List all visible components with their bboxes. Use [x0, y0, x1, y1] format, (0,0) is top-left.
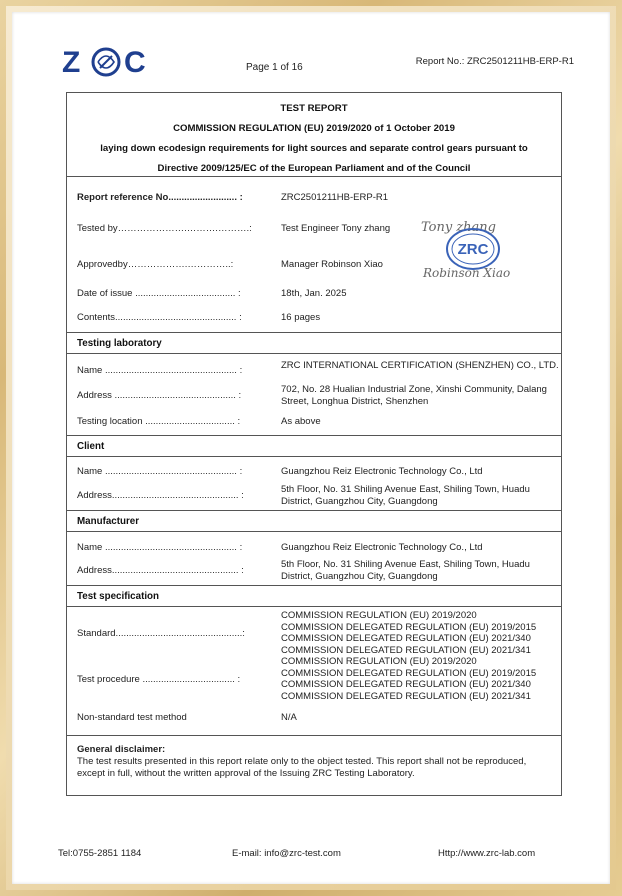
- section-client: Client: [67, 435, 561, 457]
- zrc-logo: [62, 42, 154, 82]
- approval-stamp-icon: [417, 213, 527, 283]
- client-name-label: Name .................................................. :: [77, 466, 243, 477]
- approved-by-label: Approvedby……………….…………..:: [77, 259, 234, 270]
- testing-location-label: Testing location .................................. :: [77, 416, 241, 427]
- client-address-label: Address................................................ :: [77, 490, 244, 501]
- svg-text:C: C: [124, 46, 146, 79]
- signature-tony: Tony zhang: [421, 220, 497, 235]
- procedure-line: COMMISSION DELEGATED REGULATION (EU) 2021/341: [281, 690, 531, 702]
- manufacturer-name-value: Guangzhou Reiz Electronic Technology Co., Ltd: [281, 542, 483, 553]
- report-number-header: Report No.: ZRC2501211HB-ERP-R1: [415, 56, 574, 67]
- report-ref-value: ZRC2501211HB-ERP-R1: [281, 192, 389, 203]
- lab-name-label: Name .................................................. :: [77, 365, 243, 376]
- test-procedure-values: [281, 656, 561, 702]
- nonstandard-label: Non-standard test method: [77, 712, 187, 723]
- standard-line: COMMISSION REGULATION (EU) 2019/2020: [281, 610, 477, 621]
- tested-by-label: Tested by………………….……….……….:: [77, 223, 252, 234]
- tested-by-value: Test Engineer Tony zhang: [281, 223, 391, 234]
- manufacturer-address-label: Address................................................ :: [77, 565, 244, 576]
- title-line-4: Directive 2009/125/EC of the European Parliament and of the Council: [157, 163, 471, 174]
- client-address-value: 5th Floor, No. 31 Shiling Avenue East, Shiling Town, Huadu District, Guangzhou City, Guangdong: [281, 484, 530, 507]
- procedure-line: COMMISSION DELEGATED REGULATION (EU) 2021/340: [281, 679, 531, 690]
- signature-robinson: Robinson Xiao: [423, 266, 511, 280]
- testing-location-value: As above: [281, 416, 321, 427]
- test-procedure-label: Test procedure ................................... :: [77, 674, 241, 685]
- approved-by-value: Manager Robinson Xiao: [281, 259, 383, 270]
- title-line-1: TEST REPORT: [280, 103, 348, 114]
- zrc-logo-icon: [62, 42, 154, 82]
- date-value: 18th, Jan. 2025: [281, 288, 347, 299]
- manufacturer-name-label: Name .................................................. :: [77, 542, 243, 553]
- disclaimer-text: The test results presented in this report relate only to the object tested. This report shall not be reproduced, except in full, without the written approval of the Issuing ZRC Testing Laboratory.: [77, 756, 527, 779]
- client-name-value: Guangzhou Reiz Electronic Technology Co., Ltd: [281, 466, 483, 477]
- title-line-3: laying down ecodesign requirements for light sources and separate control gears pursuant to: [100, 143, 528, 154]
- lab-name-value: ZRC INTERNATIONAL CERTIFICATION (SHENZHEN) CO., LTD.: [281, 360, 559, 371]
- stamp-text: ZRC: [457, 241, 489, 258]
- nonstandard-value: N/A: [281, 712, 297, 723]
- disclaimer-title: General disclaimer:: [77, 744, 166, 755]
- standard-line: COMMISSION DELEGATED REGULATION (EU) 2021/341: [281, 644, 531, 656]
- page-number: Page 1 of 16: [246, 62, 303, 73]
- contents-label: Contents.............................................. :: [77, 312, 242, 323]
- title-line-2: COMMISSION REGULATION (EU) 2019/2020 of 1 October 2019: [173, 123, 455, 134]
- date-label: Date of issue ...................................... :: [77, 288, 241, 299]
- report-ref-label: Report reference No.......................... :: [77, 192, 243, 203]
- general-disclaimer: [67, 735, 561, 788]
- svg-text:Z: Z: [62, 46, 83, 79]
- footer-website[interactable]: Http://www.zrc-lab.com: [438, 848, 536, 859]
- lab-address-label: Address .............................................. :: [77, 390, 242, 401]
- section-testing-lab: Testing laboratory: [67, 332, 561, 354]
- procedure-line: COMMISSION DELEGATED REGULATION (EU) 2019/2015: [281, 667, 537, 679]
- lab-address-value: 702, No. 28 Hualian Industrial Zone, Xinshi Community, Dalang Street, Longhua District, Shenzhen: [281, 384, 547, 407]
- section-test-spec: Test specification: [67, 585, 561, 607]
- standard-values: [281, 610, 561, 656]
- report-table: [66, 92, 562, 796]
- standard-label: Standard................................................:: [77, 628, 245, 639]
- standard-line: COMMISSION DELEGATED REGULATION (EU) 2019/2015: [281, 621, 537, 633]
- report-page: [12, 12, 610, 884]
- report-title-block: [67, 93, 561, 177]
- footer-tel: Tel:0755-2851 1184: [58, 848, 142, 859]
- contents-value: 16 pages: [281, 312, 321, 323]
- footer-email[interactable]: E-mail: info@zrc-test.com: [232, 848, 341, 859]
- standard-line: COMMISSION DELEGATED REGULATION (EU) 2021/340: [281, 633, 531, 644]
- procedure-line: COMMISSION REGULATION (EU) 2019/2020: [281, 656, 477, 667]
- section-manufacturer: Manufacturer: [67, 510, 561, 532]
- manufacturer-address-value: 5th Floor, No. 31 Shiling Avenue East, Shiling Town, Huadu District, Guangzhou City, Guangdong: [281, 559, 530, 582]
